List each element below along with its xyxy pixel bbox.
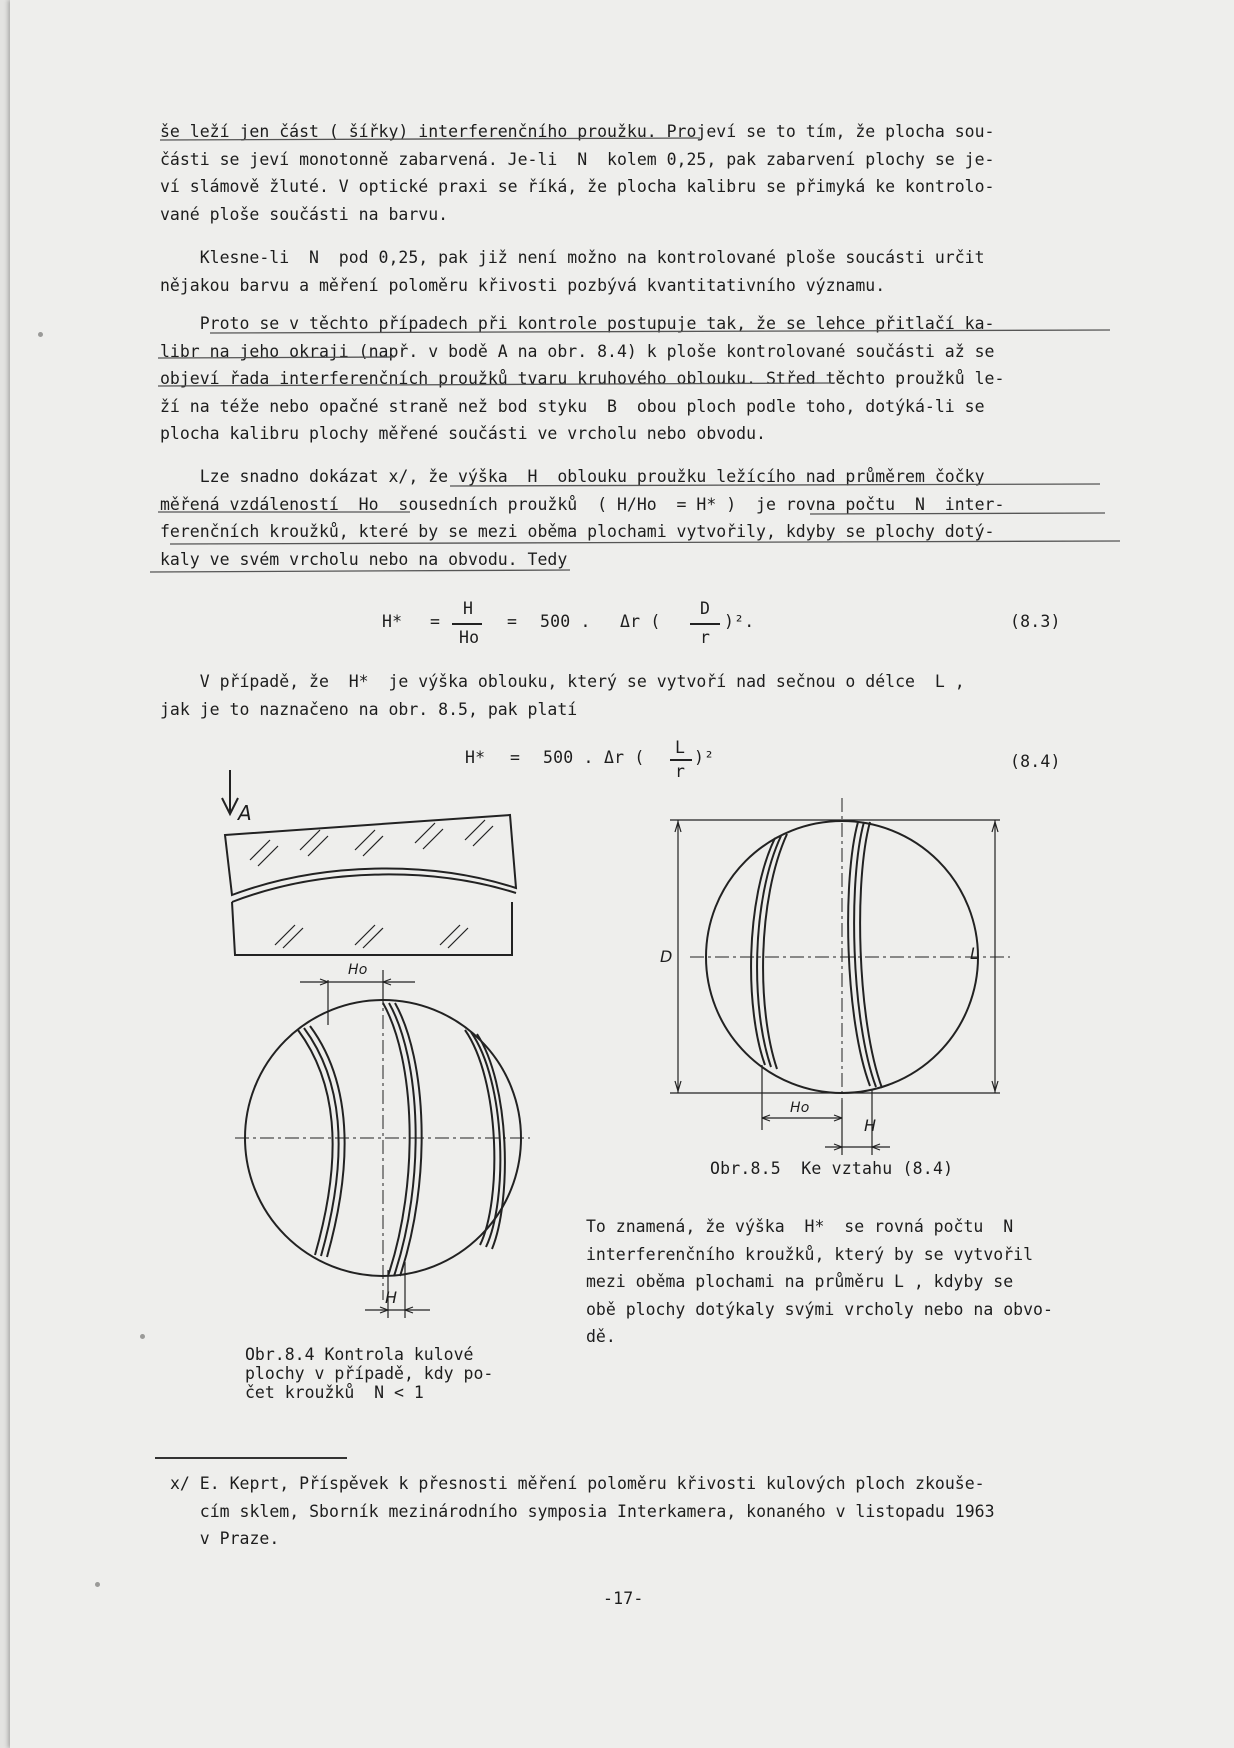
text-line: Proto se v těchto případech při kontrole postupuje tak, že se lehce přitlačí ka-	[160, 314, 995, 333]
page-number: -17-	[603, 1589, 644, 1608]
eq-sign: =	[430, 612, 441, 631]
text-line: interferenčního kroužků, který by se vytvořil	[586, 1244, 1034, 1264]
caption-line: čet kroužků N < 1	[245, 1383, 424, 1402]
paragraph-6	[586, 1213, 1106, 1351]
text-line: libr na jeho okraji (např. v bodě A na obr. 8.4) k ploše kontrolované součásti až se	[160, 341, 995, 361]
text-line: ví slámově žluté. V optické praxi se říká, že plocha kalibru se přimyká ke kontrolo-	[160, 177, 995, 196]
footnote-rule	[155, 1457, 347, 1459]
eq-sign: =	[510, 748, 521, 767]
text-line: kaly ve svém vrcholu nebo na obvodu. Tedy	[160, 549, 568, 569]
label-d: D	[660, 947, 673, 966]
footnote-line: cím sklem, Sborník mezinárodního symposia Interkamera, konaného v listopadu 1963	[170, 1501, 995, 1521]
text-line: objeví řada interferenčních proužků tvaru kruhového oblouku. Střed těchto proužků le-	[160, 369, 1005, 388]
text-line: části se jeví monotonně zabarvená. Je-li N kolem 0,25, pak zabarvení plochy se je-	[160, 149, 995, 169]
caption-line: plochy v případě, kdy po-	[245, 1364, 494, 1383]
frac-num: L	[675, 738, 686, 757]
eq-sign: =	[507, 612, 518, 631]
label-l: L	[970, 944, 980, 963]
eq-coef: 500 .	[543, 748, 594, 767]
eq-delta: Δr (	[604, 748, 645, 767]
frac-num: D	[700, 599, 711, 618]
text-line: ží na téže nebo opačné straně než bod styku B obou ploch podle toho, dotýká-li se	[160, 396, 985, 416]
label-h: H	[864, 1116, 877, 1135]
eq-lhs: H*	[465, 748, 486, 767]
eq-lhs: H*	[382, 612, 403, 631]
label-ho: Ho	[790, 1100, 810, 1116]
label-a: A	[238, 801, 252, 825]
footnote	[170, 1470, 1110, 1553]
eq-coef: 500 .	[540, 612, 591, 631]
text-line: jak je to naznačeno na obr. 8.5, pak platí	[160, 699, 578, 719]
text-line: měřená vzdáleností Ho sousedních proužků ( H/Ho = H* ) je rovna počtu N inter-	[160, 494, 1005, 514]
eq-delta: Δr (	[620, 612, 661, 631]
text-line: nějakou barvu a měření poloměru křivosti pozbývá kvantitativního významu.	[160, 275, 886, 295]
document-page	[10, 0, 1234, 1748]
eq-tail: )²	[694, 748, 715, 767]
text-line: Klesne-li N pod 0,25, pak již není možno na kontrolované ploše soucásti určit	[160, 248, 985, 267]
text-line: ferenčních kroužků, které by se mezi oběma plochami vytvořily, kdyby se plochy dotý-	[160, 522, 995, 541]
text-line: Lze snadno dokázat x/, že výška H oblouku proužku ležícího nad průměrem čočky	[160, 467, 985, 486]
frac-den: r	[700, 628, 711, 647]
label-h: H	[385, 1288, 398, 1307]
eq-tail: )².	[724, 612, 755, 631]
text-line: dě.	[586, 1327, 616, 1346]
footnote-line: v Praze.	[170, 1529, 280, 1548]
frac-den: r	[675, 762, 686, 781]
text-line: še leží jen část ( šířky) interferenčního proužku. Projeví se to tím, že plocha sou-	[160, 122, 995, 141]
equation-number: (8.4)	[1010, 752, 1061, 771]
text-line: obě plochy dotýkaly svými vrcholy nebo na obvo-	[586, 1299, 1053, 1319]
label-ho: Ho	[348, 962, 368, 978]
frac-den: Ho	[459, 628, 480, 647]
text-line: vané ploše součásti na barvu.	[160, 204, 449, 224]
caption-line: Obr.8.4 Kontrola kulové	[245, 1345, 474, 1364]
text-line: To znamená, že výška H* se rovná počtu N	[586, 1217, 1014, 1236]
text-line: V případě, že H* je výška oblouku, který se vytvoří nad sečnou o délce L ,	[160, 672, 965, 691]
footnote-line: x/ E. Keprt, Příspěvek k přesnosti měření poloměru křivosti kulových ploch zkouše-	[170, 1474, 985, 1493]
text-line: mezi oběma plochami na průměru L , kdyby se	[586, 1272, 1014, 1291]
figure-8-5-caption: Obr.8.5 Ke vztahu (8.4)	[710, 1159, 954, 1178]
frac-num: H	[463, 599, 474, 618]
equation-number: (8.3)	[1010, 612, 1061, 631]
text-line: plocha kalibru plochy měřené součásti ve vrcholu nebo obvodu.	[160, 424, 766, 443]
